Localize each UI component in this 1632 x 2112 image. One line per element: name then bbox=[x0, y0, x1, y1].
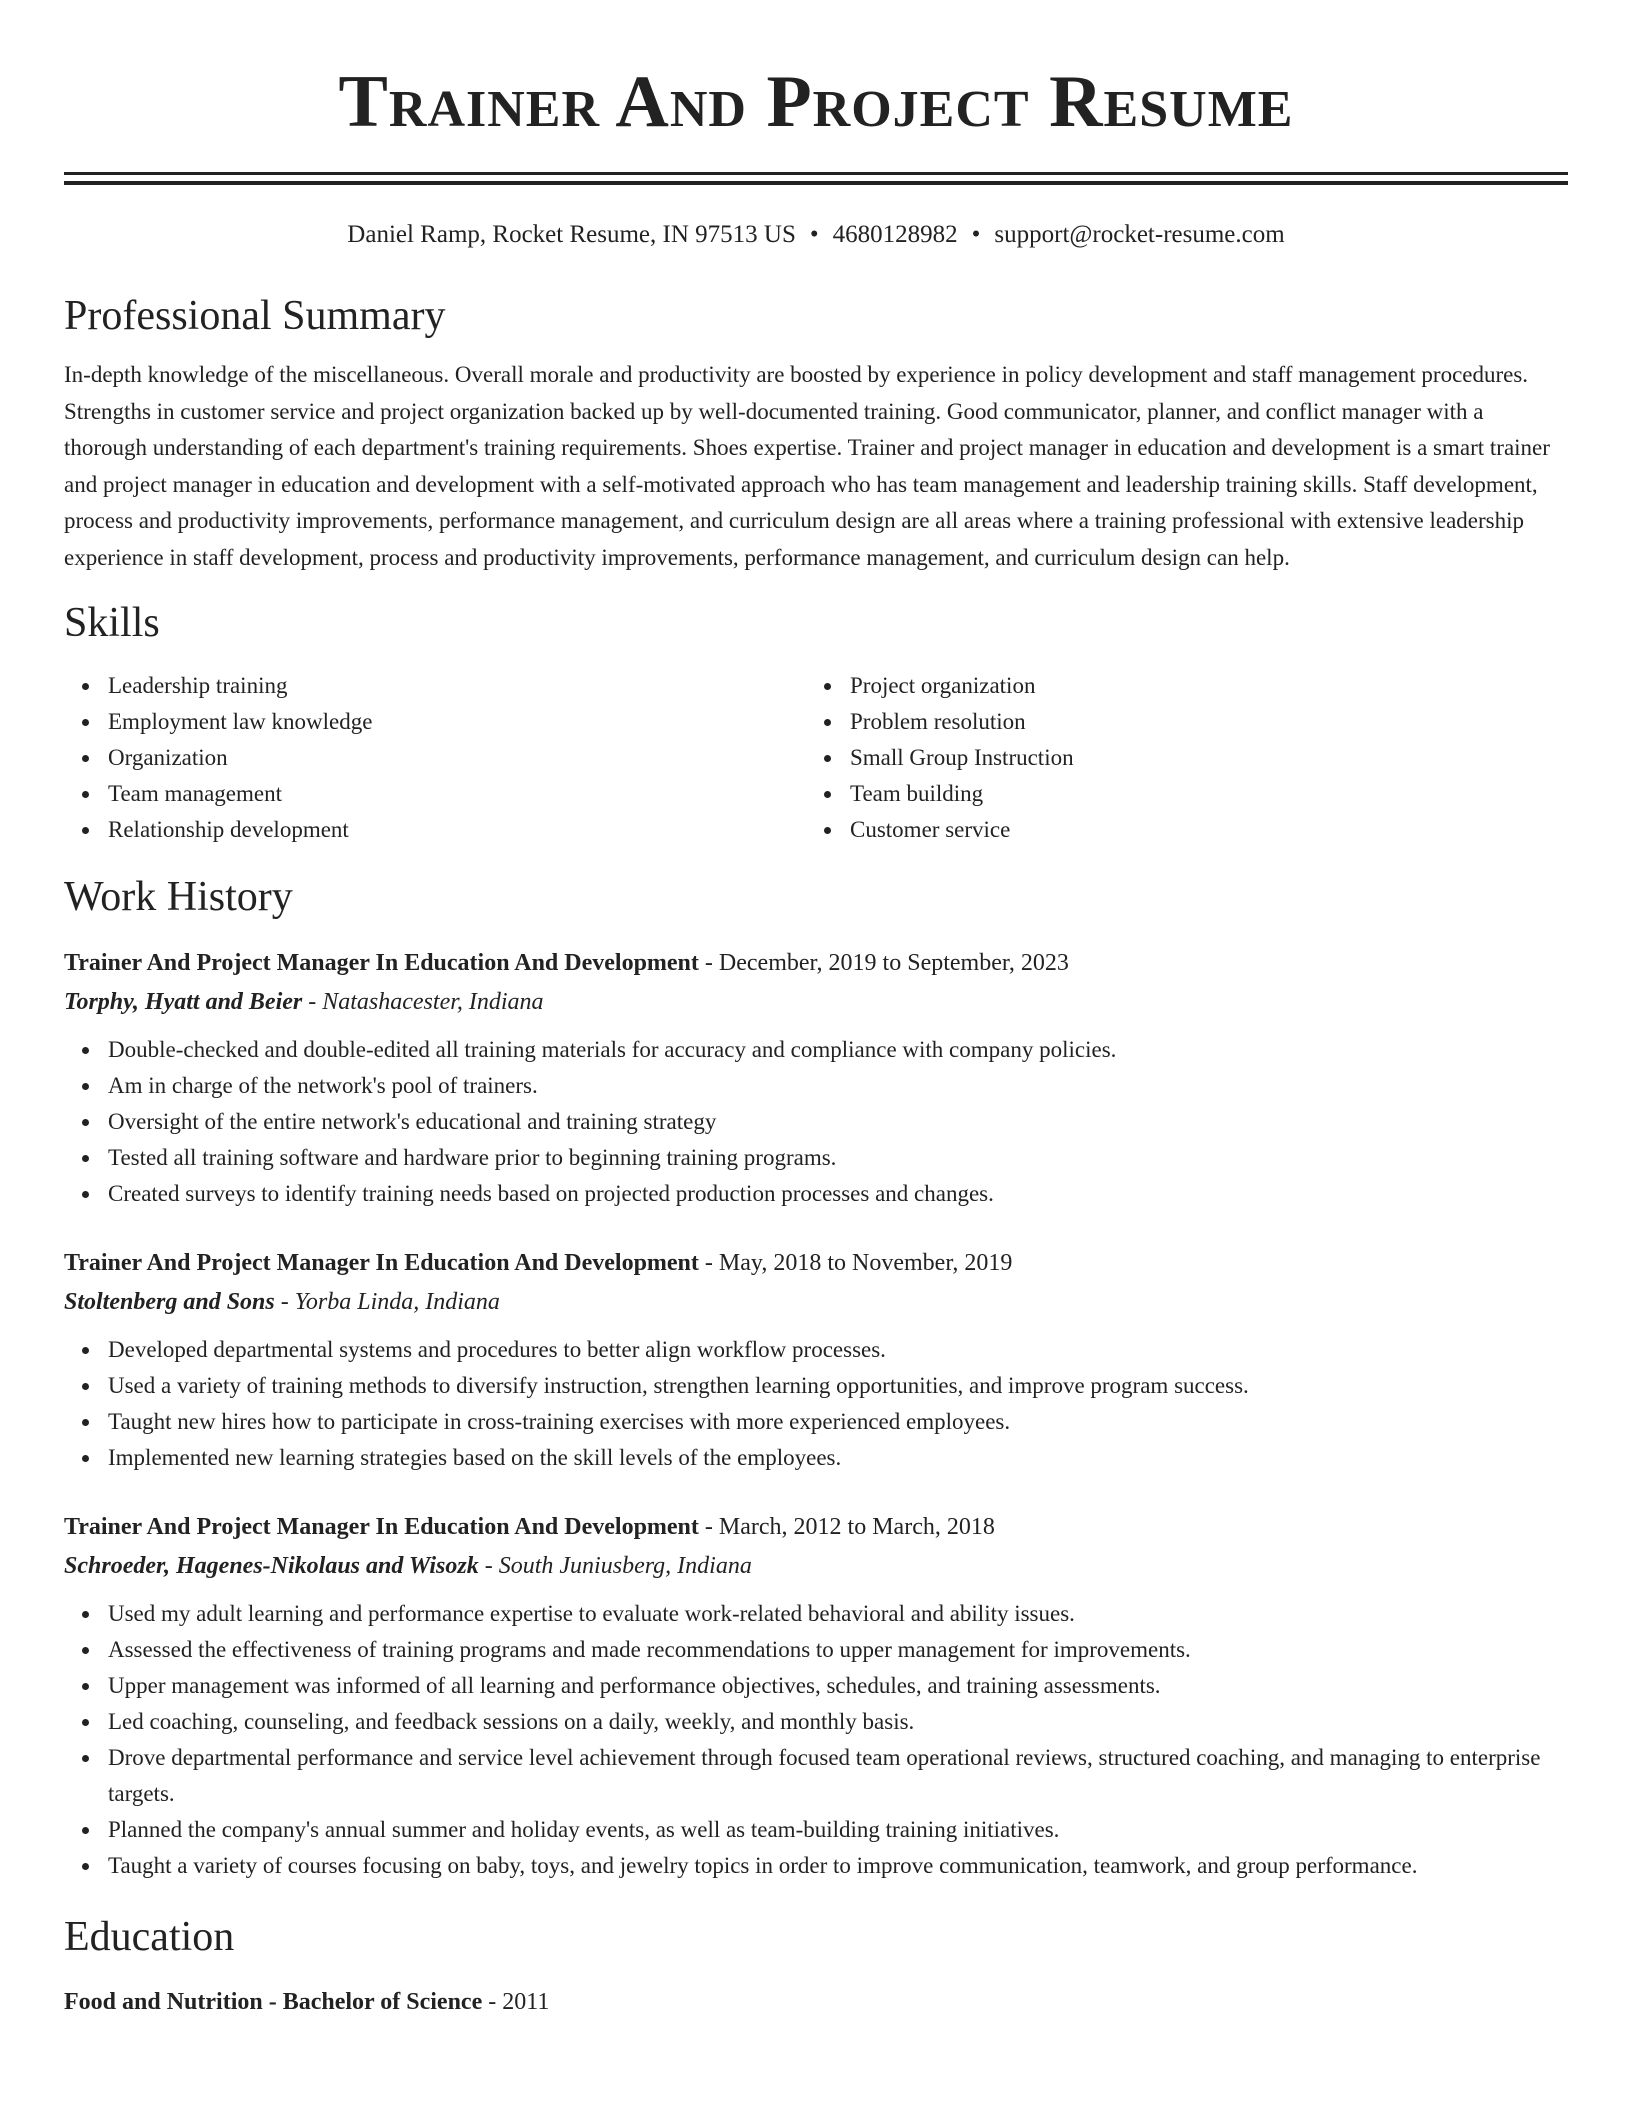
skill-item: Organization bbox=[64, 740, 806, 776]
job-dates: May, 2018 to November, 2019 bbox=[718, 1250, 1013, 1276]
title-divider-bottom bbox=[64, 181, 1568, 185]
company-location: South Juniusberg, Indiana bbox=[498, 1553, 752, 1579]
contact-address: Daniel Ramp, Rocket Resume, IN 97513 US bbox=[347, 221, 796, 248]
job-entry bbox=[64, 944, 1568, 1212]
job-entry bbox=[64, 1244, 1568, 1476]
company-line: Stoltenberg and Sons - Yorba Linda, Indiana bbox=[64, 1289, 500, 1315]
skills-column-right bbox=[806, 668, 1548, 848]
skill-item: Small Group Instruction bbox=[806, 740, 1548, 776]
skill-item: Team building bbox=[806, 776, 1548, 812]
job-duty: Double-checked and double-edited all training materials for accuracy and compliance with company policies. bbox=[64, 1032, 1568, 1068]
job-duty: Led coaching, counseling, and feedback sessions on a daily, weekly, and monthly basis. bbox=[64, 1704, 1568, 1740]
job-dates: December, 2019 to September, 2023 bbox=[718, 950, 1069, 976]
job-duty: Am in charge of the network's pool of trainers. bbox=[64, 1068, 1568, 1104]
contact-email: support@rocket-resume.com bbox=[994, 221, 1285, 248]
contact-separator: • bbox=[809, 221, 819, 248]
job-duties bbox=[64, 1596, 1568, 1884]
job-duty: Upper management was informed of all learning and performance objectives, schedules, and training assessments. bbox=[64, 1668, 1568, 1704]
job-dates: March, 2012 to March, 2018 bbox=[718, 1514, 995, 1540]
job-duties bbox=[64, 1032, 1568, 1212]
job-duty: Drove departmental performance and service level achievement through focused team operational reviews, structured coaching, and managing to enterprise targets. bbox=[64, 1740, 1568, 1812]
job-title: Trainer And Project Manager In Education And Development bbox=[64, 950, 699, 976]
job-title: Trainer And Project Manager In Education And Development bbox=[64, 1250, 699, 1276]
job-duty: Taught new hires how to participate in cross-training exercises with more experienced employees. bbox=[64, 1404, 1568, 1440]
job-title: Trainer And Project Manager In Education And Development bbox=[64, 1514, 699, 1540]
education-year: 2011 bbox=[502, 1989, 550, 2015]
skill-item: Leadership training bbox=[64, 668, 806, 704]
education-field: Food and Nutrition bbox=[64, 1989, 263, 2015]
skills-heading: Skills bbox=[64, 600, 160, 646]
education-entry: Food and Nutrition - Bachelor of Science - 2011 bbox=[64, 1989, 550, 2015]
job-duty: Implemented new learning strategies based on the skill levels of the employees. bbox=[64, 1440, 1568, 1476]
title-divider-top bbox=[64, 172, 1568, 175]
skill-item: Relationship development bbox=[64, 812, 806, 848]
job-duty: Oversight of the entire network's educational and training strategy bbox=[64, 1104, 1568, 1140]
work-history-heading: Work History bbox=[64, 874, 293, 920]
job-title-line: Trainer And Project Manager In Education And Development - March, 2012 to March, 2018 bbox=[64, 1514, 995, 1540]
job-duty: Created surveys to identify training needs based on projected production processes and changes. bbox=[64, 1176, 1568, 1212]
skill-item: Problem resolution bbox=[806, 704, 1548, 740]
skill-item: Project organization bbox=[806, 668, 1548, 704]
company-name: Schroeder, Hagenes-Nikolaus and Wisozk bbox=[64, 1553, 479, 1579]
job-duty: Used my adult learning and performance expertise to evaluate work-related behavioral and ability issues. bbox=[64, 1596, 1568, 1632]
education-heading: Education bbox=[64, 1914, 235, 1960]
job-duty: Planned the company's annual summer and holiday events, as well as team-building training initiatives. bbox=[64, 1812, 1568, 1848]
job-duties bbox=[64, 1332, 1568, 1476]
job-entry bbox=[64, 1508, 1568, 1884]
company-name: Stoltenberg and Sons bbox=[64, 1289, 275, 1315]
job-title-line: Trainer And Project Manager In Education And Development - May, 2018 to November, 2019 bbox=[64, 1250, 1013, 1276]
summary-text: In-depth knowledge of the miscellaneous. Overall morale and productivity are boosted by experience in policy development and staff management procedures. Strengths in customer service and project organization backed up by well-documented training. Good communicator, planner, and conflict manager with a thorough understanding of each department's training requirements. Shoes expertise. Trainer and project manager in education and development is a smart trainer and project manager in education and development with a self-motivated approach who has team management and leadership training skills. Staff development, process and productivity improvements, performance management, and curriculum design are all areas where a training professional with extensive leadership experience in staff development, process and productivity improvements, performance management, and curriculum design can help. bbox=[64, 362, 1550, 570]
job-duty: Taught a variety of courses focusing on baby, toys, and jewelry topics in order to improve communication, teamwork, and group performance. bbox=[64, 1848, 1568, 1884]
resume-title: Trainer And Project Resume bbox=[338, 61, 1294, 143]
job-duty: Developed departmental systems and procedures to better align workflow processes. bbox=[64, 1332, 1568, 1368]
resume-page bbox=[64, 0, 1568, 2020]
summary-heading: Professional Summary bbox=[64, 293, 446, 339]
skill-item: Team management bbox=[64, 776, 806, 812]
job-duty: Used a variety of training methods to diversify instruction, strengthen learning opportunities, and improve program success. bbox=[64, 1368, 1568, 1404]
skill-item: Employment law knowledge bbox=[64, 704, 806, 740]
company-location: Natashacester, Indiana bbox=[322, 989, 544, 1015]
skill-item: Customer service bbox=[806, 812, 1548, 848]
education-degree: Bachelor of Science bbox=[282, 1989, 483, 2015]
job-duty: Tested all training software and hardware prior to beginning training programs. bbox=[64, 1140, 1568, 1176]
company-line: Schroeder, Hagenes-Nikolaus and Wisozk - South Juniusberg, Indiana bbox=[64, 1553, 752, 1579]
company-name: Torphy, Hyatt and Beier bbox=[64, 989, 303, 1015]
contact-phone: 4680128982 bbox=[832, 221, 958, 248]
job-duty: Assessed the effectiveness of training programs and made recommendations to upper management for improvements. bbox=[64, 1632, 1568, 1668]
contact-separator: • bbox=[971, 221, 981, 248]
skills-column-left bbox=[64, 668, 806, 848]
company-location: Yorba Linda, Indiana bbox=[294, 1289, 500, 1315]
contact-line bbox=[64, 219, 1568, 251]
skills-list bbox=[64, 668, 1568, 848]
company-line: Torphy, Hyatt and Beier - Natashacester, Indiana bbox=[64, 989, 544, 1015]
job-title-line: Trainer And Project Manager In Education And Development - December, 2019 to September, 2023 bbox=[64, 950, 1069, 976]
